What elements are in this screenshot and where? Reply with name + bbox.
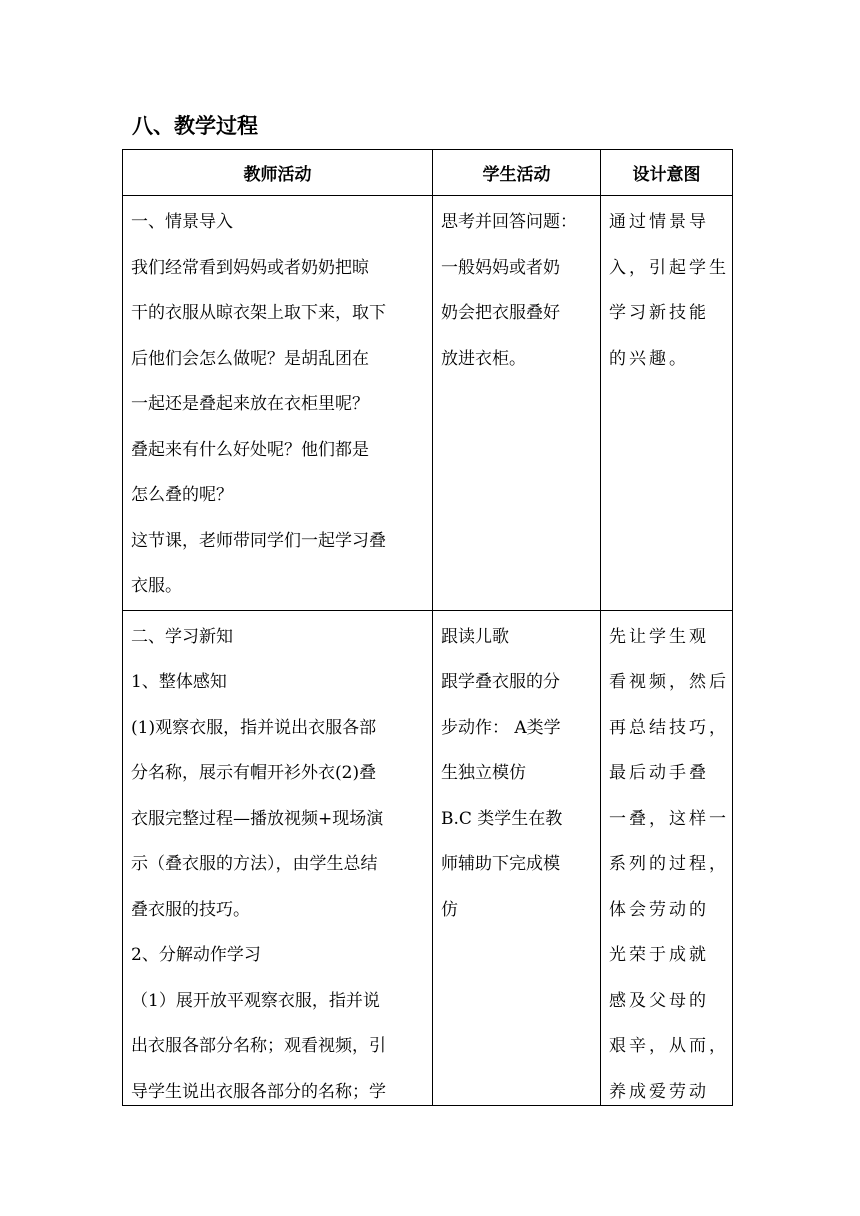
- header-student-activity: 学生活动: [433, 150, 601, 196]
- text-line: 仿: [441, 899, 458, 920]
- text-line: 的兴趣。: [609, 348, 689, 369]
- text-line: 思考并回答问题：: [441, 212, 577, 232]
- text-line: 导学生说出衣服各部分的名称；学: [131, 1081, 386, 1102]
- text-line: 养成爱劳动: [609, 1081, 709, 1102]
- text-line: 光荣于成就: [609, 945, 709, 965]
- text-line: (1)观察衣服，指并说出衣服各部: [131, 717, 377, 738]
- text-line: 学习新技能: [609, 303, 709, 323]
- text-line: 二、学习新知: [131, 626, 233, 647]
- student-activity-text: [433, 611, 600, 1105]
- text-line: 最后动手叠: [609, 763, 709, 783]
- design-intent-cell: [601, 196, 733, 611]
- text-line: 一般妈妈或者奶: [441, 257, 560, 278]
- text-line: 一、情景导入: [131, 212, 233, 232]
- text-line: 示（叠衣服的方法），由学生总结: [131, 854, 378, 874]
- table-header-row: [123, 150, 733, 196]
- text-line: B.C 类学生在教: [441, 808, 563, 829]
- text-line: 通过情景导: [609, 212, 709, 232]
- text-line: 入，引起学生: [609, 257, 729, 278]
- design-intent-text: [601, 611, 732, 1105]
- text-line: 系列的过程，: [609, 854, 729, 874]
- teacher-activity-cell: [123, 196, 433, 611]
- student-activity-text: [433, 196, 600, 382]
- text-line: 奶会把衣服叠好: [441, 303, 560, 323]
- text-line: 分名称，展示有帽开衫外衣(2)叠: [131, 763, 377, 783]
- text-line: 放进衣柜。: [441, 348, 526, 369]
- text-line: 我们经常看到妈妈或者奶奶把晾: [131, 257, 369, 278]
- text-line: 一叠，这样一: [609, 808, 729, 829]
- text-line: 衣服完整过程—播放视频+现场演: [131, 808, 384, 829]
- text-line: 再总结技巧，: [609, 717, 729, 738]
- text-line: 生独立模仿: [441, 763, 526, 783]
- text-line: 干的衣服从晾衣架上取下来，取下: [131, 303, 386, 323]
- teacher-activity-text: [123, 196, 432, 610]
- section-heading: 八、教学过程: [132, 114, 258, 138]
- header-teacher-activity: 教师活动: [123, 150, 433, 196]
- text-line: 衣服。: [131, 576, 182, 596]
- text-line: 感及父母的: [609, 990, 709, 1011]
- text-line: 出衣服各部分名称；观看视频，引: [131, 1036, 386, 1056]
- text-line: 1、整体感知: [131, 672, 227, 692]
- text-line: 体会劳动的: [609, 899, 709, 920]
- text-line: 叠衣服的技巧。: [131, 899, 250, 920]
- text-line: 跟读儿歌: [441, 626, 509, 647]
- teaching-process-table: [122, 149, 733, 1106]
- text-line: 先让学生观: [609, 626, 709, 647]
- student-activity-cell: [433, 610, 601, 1105]
- text-line: 看视频，然后: [609, 672, 729, 692]
- text-line: 一起还是叠起来放在衣柜里呢？: [131, 394, 369, 414]
- text-line: 2、分解动作学习: [131, 945, 261, 965]
- text-line: 跟学叠衣服的分: [441, 672, 560, 692]
- student-activity-cell: [433, 196, 601, 611]
- text-line: （1）展开放平观察衣服，指并说: [131, 990, 380, 1011]
- text-line: 后他们会怎么做呢？是胡乱团在: [131, 348, 369, 369]
- teacher-activity-cell: [123, 610, 433, 1105]
- table-row: [123, 196, 733, 611]
- text-line: 这节课，老师带同学们一起学习叠: [131, 530, 386, 551]
- table-row: [123, 610, 733, 1105]
- text-line: 师辅助下完成模: [441, 854, 560, 874]
- text-line: 步动作： A类学: [441, 717, 561, 738]
- text-line: 怎么叠的呢？: [131, 485, 233, 505]
- text-line: 艰辛，从而，: [609, 1036, 729, 1056]
- header-design-intent: 设计意图: [601, 150, 733, 196]
- teacher-activity-text: [123, 611, 432, 1105]
- design-intent-cell: [601, 610, 733, 1105]
- design-intent-text: [601, 196, 732, 382]
- text-line: 叠起来有什么好处呢？他们都是: [131, 439, 369, 460]
